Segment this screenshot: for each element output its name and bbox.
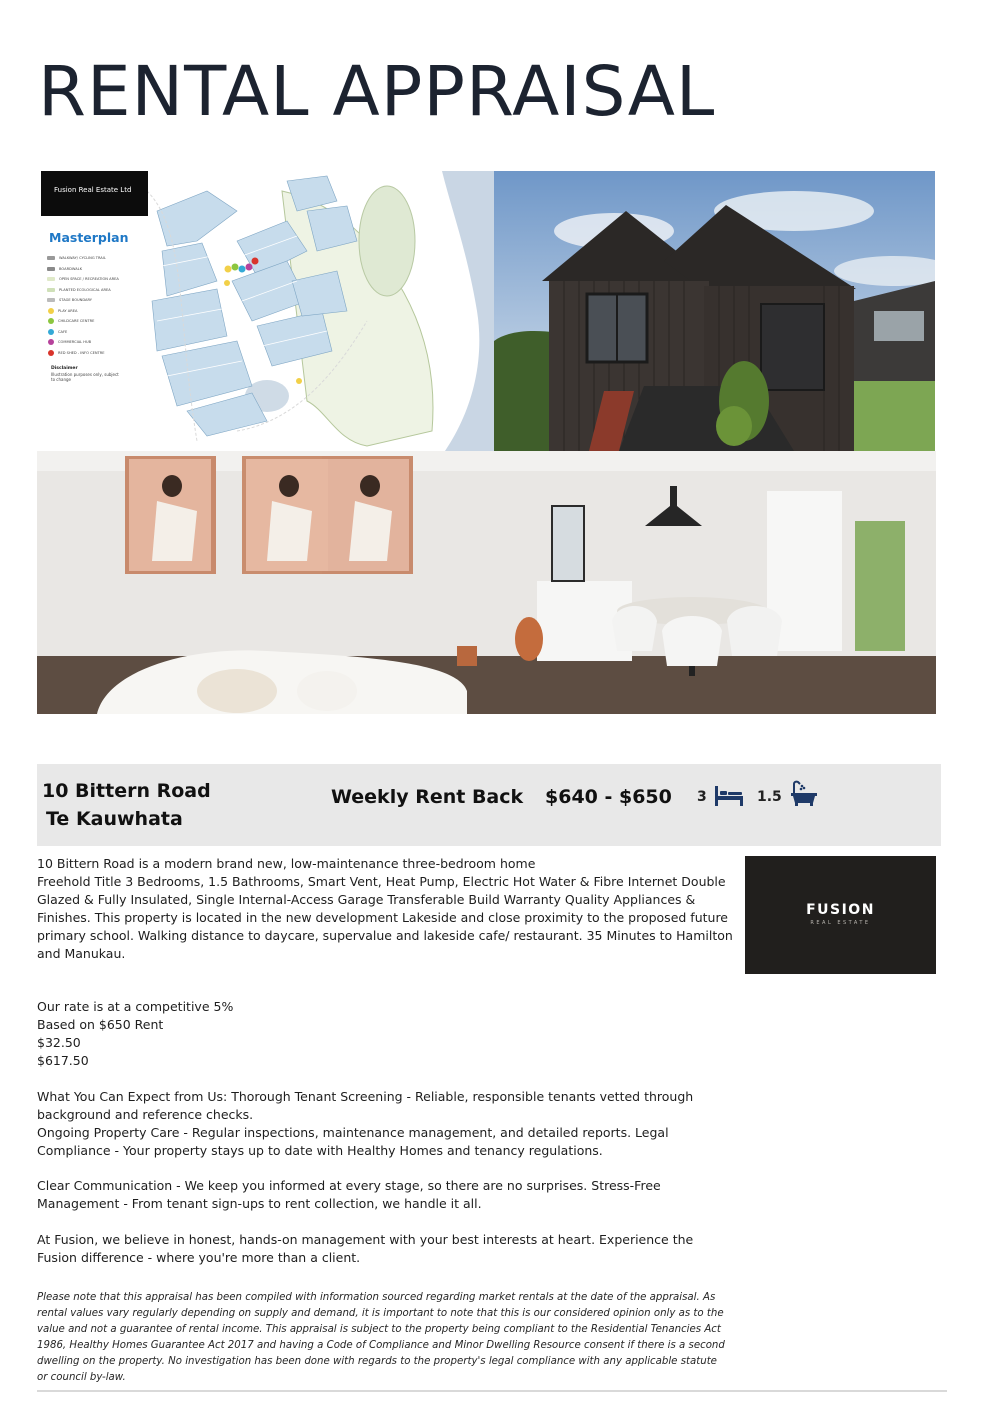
legend-label: WALKWAY/ CYCLING TRAIL [59, 256, 106, 261]
masterplan-title: Masterplan [49, 230, 129, 245]
masterplan-company-label: Fusion Real Estate Ltd [41, 171, 148, 216]
masterplan-disclaimer-text: Illustration purposes only, subject to change [51, 372, 119, 382]
rate-line1: Our rate is at a competitive 5% [37, 999, 234, 1014]
legend-dot [48, 318, 54, 324]
legend-label: CAFE [58, 329, 68, 334]
address-line2: Te Kauwhata [46, 808, 183, 830]
rate-line3: $32.50 [37, 1035, 81, 1050]
legend-dot [48, 308, 54, 314]
bottom-divider [37, 1390, 947, 1392]
weekly-rent-range: $640 - $650 [545, 786, 672, 808]
legend-item [47, 306, 147, 317]
legend-swatch [47, 256, 55, 260]
bed-icon [713, 784, 745, 808]
legend-swatch [47, 267, 55, 271]
legend-item [47, 337, 147, 348]
bath-icon [789, 780, 819, 808]
legend-item [47, 253, 147, 264]
rate-line2: Based on $650 Rent [37, 1017, 164, 1032]
legend-swatch [47, 277, 55, 281]
legend-label: CHILDCARE CENTRE [58, 319, 95, 324]
masterplan-disclaimer-title: Disclaimer [51, 366, 78, 371]
bedroom-count: 3 [697, 789, 707, 805]
weekly-rent-label: Weekly Rent Back [331, 786, 524, 808]
services-paragraph2: Ongoing Property Care - Regular inspections, maintenance management, and detailed reports. Legal Compliance - Your property stays up to date with Healthy Homes and tenancy regulations. [37, 1125, 669, 1158]
legend-item [47, 285, 147, 296]
legend-label: RED SHED - INFO CENTRE [58, 350, 105, 355]
interior-living-image [37, 451, 936, 714]
masterplan-image [37, 171, 494, 451]
legend-label: COMMERCIAL HUB [58, 340, 92, 345]
legend-label: OPEN SPACE / RECREATION AREA [59, 277, 119, 282]
legend-dot [48, 329, 54, 335]
legend-label: PLAY AREA [58, 308, 78, 313]
house-exterior-image [494, 171, 935, 451]
belief-section [37, 1231, 737, 1267]
legend-item [47, 274, 147, 285]
services-paragraph4: At Fusion, we believe in honest, hands-on management with your best interests at heart. Experience the Fusion difference - where you're more than a client. [37, 1232, 694, 1265]
property-description [37, 855, 737, 963]
description-line1: 10 Bittern Road is a modern brand new, low-maintenance three-bedroom home [37, 856, 536, 871]
rate-line4: $617.50 [37, 1053, 89, 1068]
legend-swatch [47, 288, 55, 292]
legend-label: STAGE BOUNDARY [59, 298, 92, 303]
property-info-bar [37, 764, 941, 846]
fusion-logo [745, 856, 936, 974]
legend-swatch [47, 298, 55, 302]
rate-section [37, 998, 737, 1070]
house-exterior-illustration [494, 171, 935, 451]
services-section [37, 1088, 737, 1160]
communication-section [37, 1177, 737, 1213]
appraisal-disclaimer: Please note that this appraisal has been compiled with information sourced regarding market rentals at the date of the appraisal. As rental values vary regularly depending on supply and demand, it is important to note that this is our considered opinion only as to the value and not a guarantee of rental income. This appraisal is subject to the property being compliant to the Residential Tenancies Act 1986, Healthy Homes Guarantee Act 2017 and having a Code of Compliance and Minor Dwelling Resource consent if there is a second dwelling on the property. No investigation has been done with regards to the property's legal compliance with any applicable statute or council by-law. [37, 1292, 725, 1383]
services-paragraph3: Clear Communication - We keep you informed at every stage, so there are no surprises. Stress-Free Management - From tenant sign-ups to rent collection, we handle it all. [37, 1178, 661, 1211]
address-line1: 10 Bittern Road [42, 780, 211, 802]
legend-item [47, 295, 147, 306]
bathroom-count: 1.5 [757, 789, 782, 805]
legend-dot [48, 339, 54, 345]
legend-item [47, 316, 147, 327]
page-title: RENTAL APPRAISAL [38, 52, 716, 132]
interior-illustration [37, 451, 936, 714]
legend-label: PLANTED ECOLOGICAL AREA [59, 287, 111, 292]
services-paragraph1: What You Can Expect from Us: Thorough Tenant Screening - Reliable, responsible tenants vetted through background and reference checks. [37, 1089, 694, 1122]
legend-item [47, 327, 147, 338]
legend-item [47, 348, 147, 359]
logo-subtitle: REAL ESTATE [810, 920, 871, 926]
legend-item [47, 264, 147, 275]
description-line2: Freehold Title 3 Bedrooms, 1.5 Bathrooms, Smart Vent, Heat Pump, Electric Hot Water & Fibre Internet Double Glazed & Fully Insulated, Single Internal-Access Garage Transferable Build Warranty Quality Appliances & Finishes. This property is located in the new development Lakeside and close proximity to the proposed future primary school. Walking distance to daycare, supervalue and lakeside cafe/ restaurant. 35 Minutes to Hamilton and Manukau. [37, 874, 733, 961]
legend-dot [48, 350, 54, 356]
masterplan-legend [47, 253, 147, 358]
legend-label: BOARDWALK [59, 266, 83, 271]
logo-name: FUSION [806, 902, 875, 918]
